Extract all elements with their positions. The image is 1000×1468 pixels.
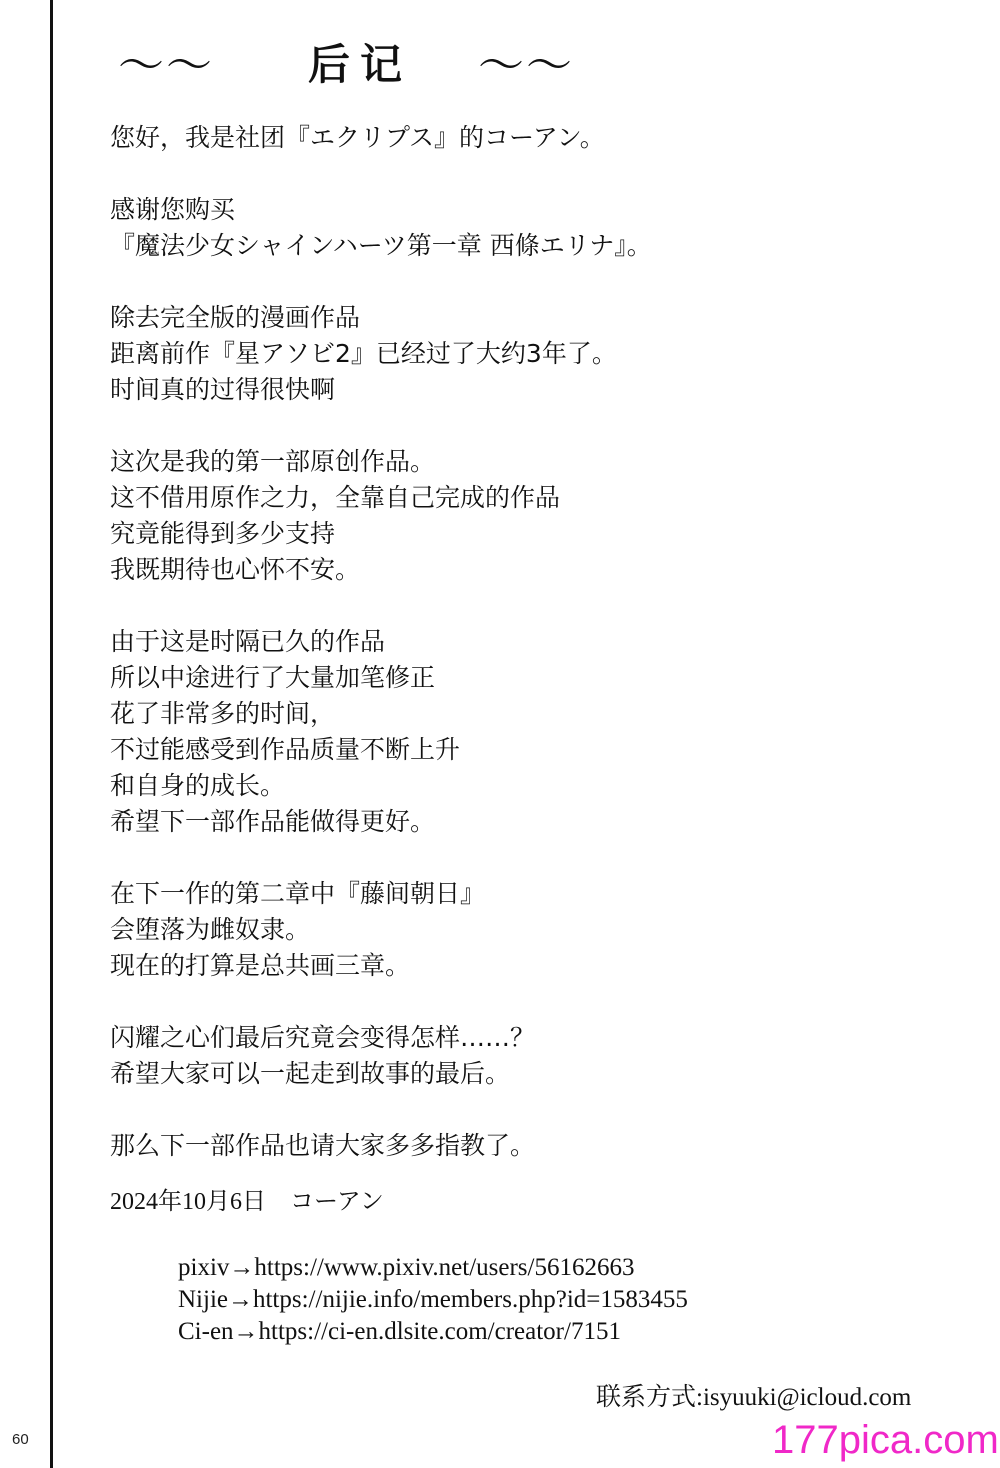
paragraph-line: 这次是我的第一部原创作品。 bbox=[110, 447, 436, 476]
paragraph-line: 时间真的过得很快啊 bbox=[110, 375, 336, 404]
social-links bbox=[178, 1252, 688, 1348]
paragraph-line: 花了非常多的时间， bbox=[110, 699, 336, 728]
afterword-title bbox=[110, 30, 610, 100]
paragraph-line: 那么下一部作品也请大家多多指教了。 bbox=[110, 1131, 536, 1160]
paragraph-line: 不过能感受到作品质量不断上升 bbox=[110, 735, 461, 764]
ci-en-link[interactable]: Ci-en→https://ci-en.dlsite.com/creator/7151 bbox=[178, 1318, 621, 1345]
title-text: 后记 bbox=[308, 40, 413, 89]
site-watermark: 177pica.com bbox=[772, 1418, 999, 1462]
paragraph-line: 这不借用原作之力，全靠自己完成的作品 bbox=[110, 483, 561, 512]
paragraph-line: 所以中途进行了大量加笔修正 bbox=[110, 663, 436, 692]
paragraph-line: 究竟能得到多少支持 bbox=[110, 519, 336, 548]
page-number: 60 bbox=[12, 1431, 29, 1448]
pixiv-link[interactable]: pixiv→https://www.pixiv.net/users/56162663 bbox=[178, 1254, 635, 1281]
paragraph-line: 由于这是时隔已久的作品 bbox=[110, 627, 386, 656]
contact-email[interactable]: 联系方式:isyuuki@icloud.com bbox=[596, 1384, 912, 1411]
paragraph-line: 『魔法少女シャインハーツ第一章 西條エリナ』。 bbox=[110, 231, 652, 260]
paragraph-line: 除去完全版的漫画作品 bbox=[110, 303, 361, 332]
nijie-link[interactable]: Nijie→https://nijie.info/members.php?id=1583455 bbox=[178, 1286, 688, 1313]
margin-line bbox=[50, 0, 53, 1468]
paragraph-line: 在下一作的第二章中『藤间朝日』 bbox=[110, 879, 486, 908]
title-wave-left: 〜〜 bbox=[118, 38, 214, 92]
paragraph-line: 会堕落为雌奴隶。 bbox=[110, 915, 311, 944]
paragraph-line: 和自身的成长。 bbox=[110, 771, 286, 800]
paragraph-line: 闪耀之心们最后究竟会变得怎样……？ bbox=[110, 1023, 536, 1052]
afterword-body bbox=[110, 120, 930, 1164]
paragraph-line: 感谢您购买 bbox=[110, 195, 236, 224]
paragraph-line: 希望大家可以一起走到故事的最后。 bbox=[110, 1059, 511, 1088]
paragraph-line: 我既期待也心怀不安。 bbox=[110, 555, 361, 584]
paragraph-line: 距离前作『星アソビ2』已经过了大约3年了。 bbox=[110, 339, 617, 368]
paragraph-line: 您好，我是社团『エクリプス』的コーアン。 bbox=[110, 123, 605, 152]
date-signature: 2024年10月6日 コーアン bbox=[110, 1189, 384, 1215]
title-wave-right: 〜〜 bbox=[478, 38, 574, 92]
paragraph-line: 希望下一部作品能做得更好。 bbox=[110, 807, 436, 836]
paragraph-line: 现在的打算是总共画三章。 bbox=[110, 951, 411, 980]
